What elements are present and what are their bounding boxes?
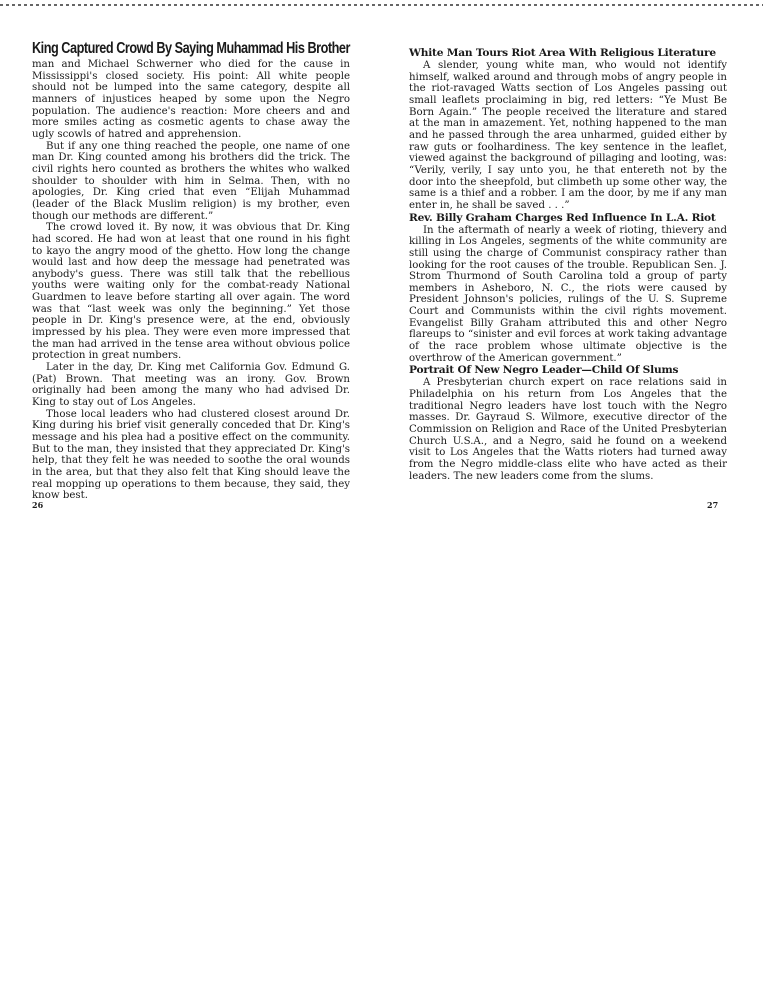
page-number-left: 26 — [32, 500, 44, 510]
article-paragraph: Those local leaders who had clustered closest around Dr. King during his brief visit generally conceded that Dr. King's message and his plea had a positive effect on the community. But to the man, they insisted that they appreciated Dr. King's help, that they felt he was needed to soothe the oral wounds in the area, but that they also felt that King should leave the real mopping up operations to them because, they said, they know best. — [32, 408, 350, 502]
section-body: A Presbyterian church expert on race relations said in Philadelphia on his return from Los Angeles that the traditional Negro leaders have lost touch with the Negro masses. Dr. Gayraud S. Wilmore, executive director of the Commission on Religion and Race of the United Presbyterian Church U.S.A., and a Negro, said he found on a weekend visit to Los Angeles that the Watts rioters had turned away from the Negro middle-class elite who have acted as their leaders. The new leaders come from the slums. — [409, 377, 727, 482]
section-body: In the aftermath of nearly a week of rioting, thievery and killing in Los Angeles, segments of the white community are still using the charge of Communist conspiracy rather than looking for the root causes of the trouble. Republican Sen. J. Strom Thurmond of South Carolina told a group of party members in Asheboro, N. C., the riots were caused by President Johnson's policies, rulings of the U. S. Supreme Court and Communists within the civil rights movement. Evangelist Billy Graham attributed this and other Negro flareups to “sinister and evil forces at work taking advantage of the race problem whose ultimate objective is the overthrow of the American government.” — [409, 224, 727, 364]
top-border-rule — [0, 4, 763, 6]
page-number-right: 27 — [707, 500, 719, 510]
article-paragraph: man and Michael Schwerner who died for the cause in Mississippi's closed society. His point: All white people should not be lumped into the same category, despite all manners of injustices heaped by some upon the Negro population. The audience's reaction: More cheers and and more smiles acting as cosmetic agents to chase away the ugly scowls of hatred and apprehension. — [32, 59, 350, 140]
article-paragraph: The crowd loved it. By now, it was obvious that Dr. King had scored. He had won at least that one round in his fight to kayo the angry mood of the ghetto. How long the change would last and how deep the message had penetrated was anybody's guess. There was still talk that the rebellious youths were waiting only for the combat-ready National Guardmen to leave before starting all over again. The word was that “last week was only the beginning.” Yet those people in Dr. King's presence were, at the end, obviously impressed by his plea. They were even more impressed that the man had arrived in the tense area without obvious police protection in great numbers. — [32, 222, 350, 362]
right-page-column — [409, 40, 727, 482]
section-body: A slender, young white man, who would not identify himself, walked around and through mobs of angry people in the riot-ravaged Watts section of Los Angeles passing out small leaflets proclaiming in big, red letters: “Ye Must Be Born Again.” The people received the literature and stared at the man in amazement. Yet, nothing happened to the man and he passed through the area unharmed, guided either by raw guts or foolhardiness. The key sentence in the leaflet, viewed against the background of pillaging and looting, was: “Verily, verily, I say unto you, he that entereth not by the door into the sheepfold, but climbeth up some other way, the same is a thief and a robber. I am the door, by me if any man enter in, he shall be saved . . .” — [409, 60, 727, 211]
new-negro-leader-headline: Portrait Of New Negro Leader—Child Of Slums — [409, 364, 679, 377]
article-paragraph: Later in the day, Dr. King met California Gov. Edmund G. (Pat) Brown. That meeting was an irony. Gov. Brown originally had been among the many who had advised Dr. King to stay out of Los Angeles. — [32, 362, 350, 409]
king-article-headline: King Captured Crowd By Saying Muhammad His Brother — [32, 40, 350, 57]
left-page-column — [32, 40, 350, 502]
article-paragraph: But if any one thing reached the people, one name of one man Dr. King counted among his brothers did the trick. The civil rights hero counted as brothers the whites who walked shoulder to shoulder with him in Selma. Then, with no apologies, Dr. King cried that even “Elijah Muhammad (leader of the Black Muslim religion) is my brother, even though our methods are different.” — [32, 140, 350, 222]
white-man-tour-headline: White Man Tours Riot Area With Religious Literature — [409, 47, 716, 59]
billy-graham-headline: Rev. Billy Graham Charges Red Influence In L.A. Riot — [409, 211, 716, 224]
